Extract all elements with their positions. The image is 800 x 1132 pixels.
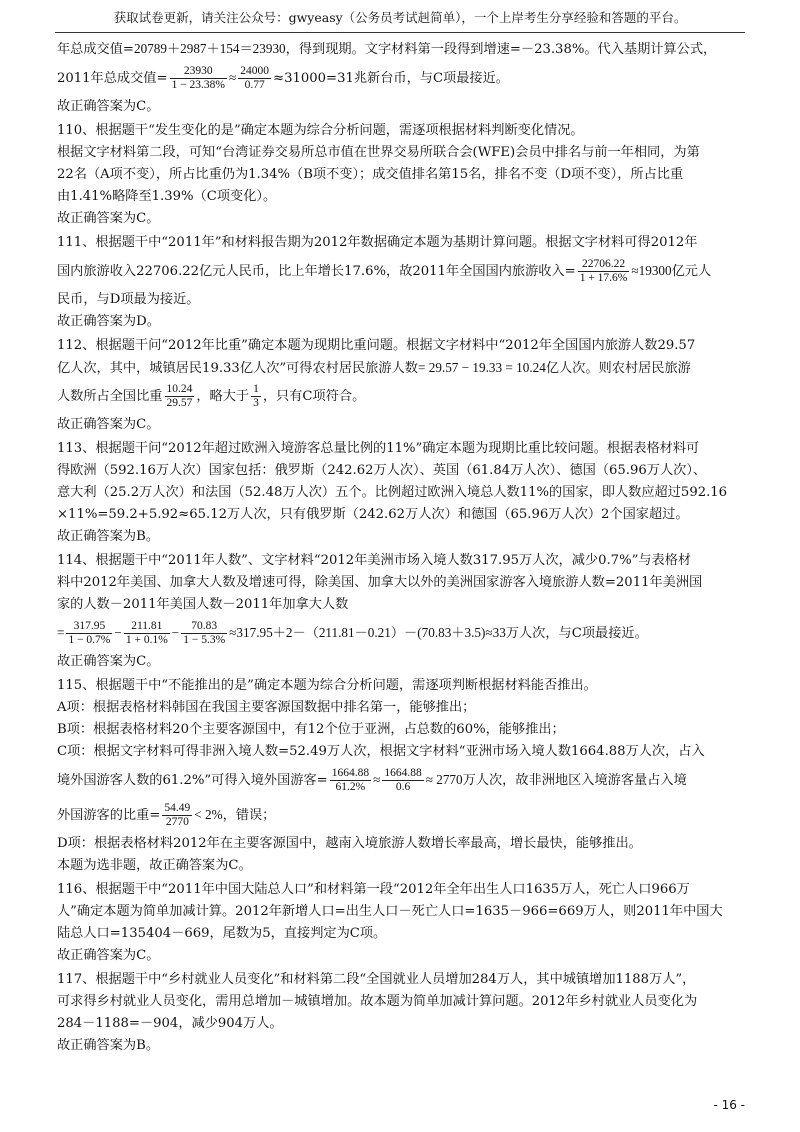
q110-answer: 故正确答案为C。 [57, 211, 160, 226]
q114-line-3: 家的人数－2011年美国人数－2011年加拿大人数 [57, 597, 349, 612]
q114-equation-line: = $\frac{317.95}{1 - 0.7\%}$ − $\frac{211.81}{1 + 0.1\%}$ − $\frac{70.83}{1 - 5.3\%}$ ≈317.95＋2－（211.81－0.21）－(70.83＋3.5)≈33万人次，与C项最接近。 [57, 620, 648, 646]
q117-line-3: 284－1188=－904，减少904万人。 [57, 1016, 283, 1031]
q115-option-c-line-1: C项：根据文字材料可得非洲入境人数=52.49万人次，根据文字材料“亚洲市场入境人数1664.88万人次，占入 [57, 744, 705, 759]
q115-option-d: D项：根据表格材料2012年在主要客源国中，越南入境旅游人数增长率最高，增长最快，能够推出。 [57, 836, 642, 851]
q113-line-2: 得欧洲（592.16万人次）国家包括：俄罗斯（242.62万人次）、英国（61.84万人次）、德国（65.96万人次）、 [57, 463, 707, 478]
q116-line-2: 人”确定本题为简单加减计算。2012年新增人口=出生人口－死亡人口=1635－966=669万人，则2011年中国大 [57, 904, 723, 919]
page-header: 获取试卷更新，请关注公众号：gwyeasy（公务员考试赳简单），一个上岸考生分享经验和答题的平台。 [113, 10, 687, 25]
q116-answer: 故正确答案为C。 [57, 948, 160, 963]
q112-line-2: 亿人次，其中，城镇居民19.33亿人次”可得农村居民旅游人数= 29.57 − 19.33 = 10.24亿人次。则农村居民旅游 [57, 360, 691, 376]
q112-answer: 故正确答案为C。 [57, 417, 160, 432]
document-body [57, 38, 743, 1057]
q111-line-3: 民币，与D项最为接近。 [57, 292, 200, 307]
q111-answer: 故正确答案为D。 [57, 314, 160, 329]
q110-line-1: 110、根据题干“发生变化的是”确定本题为综合分析问题，需逐项根据材料判断变化情况。 [57, 123, 584, 138]
q113-line-4: ×11%=59.2+5.92≈65.12万人次，只有俄罗斯（242.62万人次）和德国（65.96万人次）2个国家超过。 [57, 507, 689, 522]
q110-line-3: 22名（A项不变），所占比重仍为1.34%（B项不变）；成交值排名第15名，排名不变（D项不变），所占比重 [57, 167, 684, 182]
q117-answer: 故正确答案为B。 [57, 1038, 160, 1053]
q112-equation: = 29.57 − 19.33 = 10.24 [418, 360, 546, 375]
q109-sum-equation: 20789＋2987＋154＝23930 [134, 41, 286, 56]
q113-line-1: 113、根据题干问“2012年超过欧洲入境游客总量比例的11%”确定本题为现期比重比较问题。根据表格材料可 [57, 441, 700, 456]
q109-line-2: 2011年总成交值= $\frac{23930}{1 - 23.38\%}$ ≈ $\frac{24000}{0.77}$ ≈31000=31兆新台币，与C项最接近。 [57, 65, 509, 91]
q114-fraction-2: $\frac{211.81}{1 + 0.1\%}$ [125, 620, 168, 646]
q114-fraction-3: $\frac{70.83}{1 - 5.3\%}$ [183, 620, 226, 646]
q113-answer: 故正确答案为B。 [57, 529, 160, 544]
page-number: - 16 - [713, 1098, 745, 1112]
q113-line-3: 意大利（25.2万人次）和法国（52.48万人次）五个。比例超过欧洲入境总人数11%的国家，即人数应超过592.16 [57, 485, 728, 500]
q111-line-1: 111、根据题干中“2011年”和材料报告期为2012年数据确定本题为基期计算问题。根据文字材料可得2012年 [57, 235, 698, 250]
q115-line-1: 115、根据题干中“不能推出的是”确定本题为综合分析问题，需逐项判断根据材料能否推出。 [57, 678, 597, 693]
q112-line-1: 112、根据题干问“2012年比重”确定本题为现期比重问题。根据文字材料中“2012年全国国内旅游人数29.57 [57, 338, 696, 353]
q115-option-c-line-2: 境外国游客人数的61.2%”可得入境外国游客= $\frac{1664.88}{61.2\%}$ ≈ $\frac{1664.88}{0.6}$ ≈ 2770万人次，故非洲地区入境游客量占入境 [57, 767, 687, 793]
q115-option-a: A项：根据表格材料韩国在我国主要客源国数据中排名第一，能够推出； [57, 700, 476, 715]
q115-option-b: B项：根据表格材料20个主要客源国中，有12个位于亚洲，占总数的60%，能够推出； [57, 722, 565, 737]
q116-line-3: 陆总人口=135404－669，尾数为5，直接判定为C项。 [57, 926, 387, 941]
q115-fraction-3: $\frac{54.49}{2770}$ [164, 802, 191, 828]
q112-fraction-2: $\frac{1}{3}$ [253, 383, 259, 409]
q109-fraction-2: $\frac{24000}{0.77}$ [240, 65, 270, 91]
q114-line-1: 114、根据题干中“2011年人数”、文字材料“2012年美洲市场入境人数317.95万人次，减少0.7%”与表格材 [57, 553, 692, 568]
q115-fraction-1: $\frac{1664.88}{61.2\%}$ [331, 767, 370, 793]
q114-answer: 故正确答案为C。 [57, 654, 160, 669]
q115-fraction-2: $\frac{1664.88}{0.6}$ [384, 767, 422, 793]
q117-line-2: 可求得乡村就业人员变化，需用总增加－城镇增加。故本题为简单加减计算问题。2012年乡村就业人员变化为 [57, 994, 698, 1009]
q109-line-1: 年总成交值=20789＋2987＋154＝23930，得到现期。文字材料第一段得到增速=－23.38%。代入基期计算公式， [57, 41, 717, 57]
q110-line-4: 由1.41%略降至1.39%（C项变化）。 [57, 189, 277, 204]
q109-answer: 故正确答案为C。 [57, 99, 160, 114]
q112-fraction-1: $\frac{10.24}{29.57}$ [166, 383, 193, 409]
header-divider [55, 32, 745, 33]
q116-line-1: 116、根据题干中“2011年中国大陆总人口”和材料第一段“2012年全年出生人口1635万人，死亡人口966万 [57, 882, 690, 897]
q115-answer: 本题为选非题，故正确答案为C。 [57, 858, 252, 873]
q112-line-3: 人数所占全国比重 $\frac{10.24}{29.57}$ ，略大于 $\frac{1}{3}$ ，只有C项符合。 [57, 383, 366, 409]
q111-fraction: $\frac{22706.22}{1 + 17.6\%}$ [579, 258, 628, 284]
q111-line-2: 国内旅游收入22706.22亿元人民币，比上年增长17.6%，故2011年全国国内旅游收入= $\frac{22706.22}{1 + 17.6\%}$ ≈19300亿元人 [57, 258, 712, 284]
q110-line-2: 根据文字材料第二段，可知“台湾证券交易所总市值在世界交易所联合会(WFE)会员中排名与前一年相同，为第 [57, 145, 700, 160]
q115-option-c-line-3: 外国游客的比重= $\frac{54.49}{2770}$ < 2%，错误； [57, 802, 276, 828]
q114-fraction-1: $\frac{317.95}{1 - 0.7\%}$ [68, 620, 111, 646]
q114-line-2: 料中2012年美国、加拿大人数及增速可得，除美国、加拿大以外的美洲国家游客入境旅游人数=2011年美洲国 [57, 575, 703, 590]
q117-line-1: 117、根据题干中“乡村就业人员变化”和材料第二段“全国就业人员增加284万人，其中城镇增加1188万人”， [57, 972, 696, 987]
q109-fraction-1: $\frac{23930}{1 - 23.38\%}$ [171, 65, 226, 91]
